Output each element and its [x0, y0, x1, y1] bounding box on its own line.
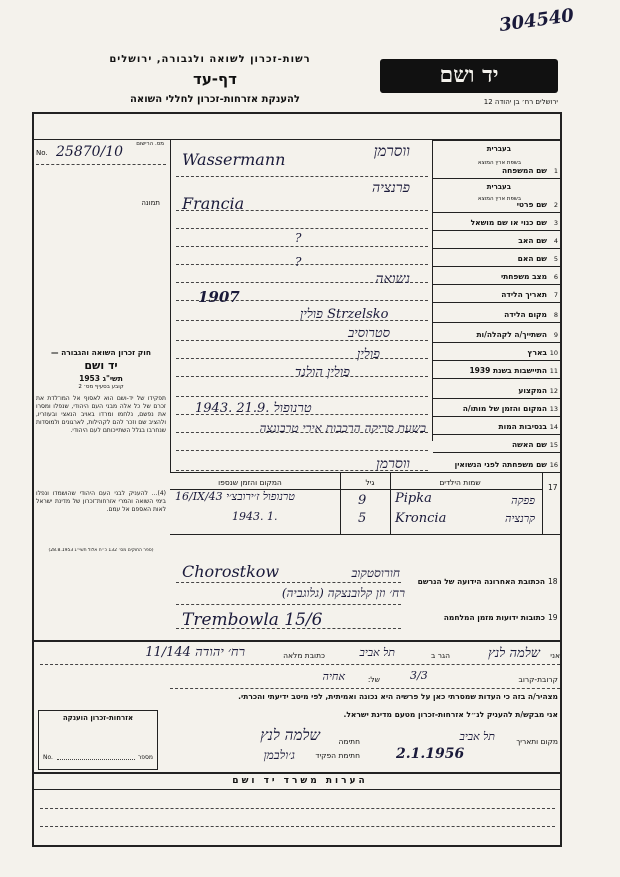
child-2-latin: Kroncia — [395, 511, 447, 526]
field-4-underline — [176, 246, 428, 247]
declarant-label-address: כתובת מלאה — [283, 651, 325, 660]
stamp-box-no: No. — [43, 754, 53, 761]
field-7-value: 1907 — [198, 288, 240, 306]
form-subtitle: להענקת אזרחות-זכרון לחללי השואה — [130, 94, 300, 105]
officer-signature: ג׳ולבמן — [263, 748, 295, 762]
field-3-num: 3 — [553, 219, 558, 227]
form-title: דף-עד — [193, 70, 237, 88]
children-col-place: המקום והזמן שנספו — [218, 478, 282, 487]
declarant-relation-value: 3/3 — [410, 669, 428, 682]
field-14-label: בנסיבות המות — [498, 422, 547, 431]
field-8-value: פולין Strzelsko — [300, 307, 389, 322]
archive-number: 304540 — [497, 4, 576, 37]
field-1-latin: Wassermann — [182, 150, 286, 169]
record-number-prefix: No. — [36, 149, 48, 157]
field-2-num: 2 — [553, 201, 558, 209]
field-row-5 — [433, 248, 561, 266]
field-11-label: התיישבות בשנת 1939 — [469, 366, 547, 375]
field-row-9 — [433, 322, 561, 342]
field-13-value: 1943. 21.9. טרנופול — [195, 401, 312, 416]
declaration-1: מצהיר/ה בזה כי העדות שמסרתי כאן על פרשיה היא נכונה ואמיתית, לפי מיטב ידיעתי והכרתי. — [238, 692, 558, 701]
field-row-4 — [433, 230, 561, 248]
field-1-hebrew: ווסרמן — [373, 142, 410, 160]
child-1-age: 9 — [358, 493, 367, 508]
child-2-hebrew: קרנציה — [505, 512, 535, 525]
declaration-2: אני מבקש/ת להעניק לנ״ל אזרחות-זכרון מטעם מדינת ישראל. — [343, 710, 558, 719]
declarant-relation-of: אחיה — [322, 670, 345, 683]
field-row-14 — [433, 416, 561, 434]
law-footer-note: (4)... להעניק לבני העם היהודי שהושמדו ונפלו בימי השואה והמרי אזרחות־זכרון של מדינת ישראל לאות האספם אל עמם. — [36, 490, 166, 514]
field-12-num: 12 — [549, 387, 558, 395]
signature-date: 2.1.1956 — [396, 746, 465, 762]
field-19-label: כתובות ידועות מזמן המלחמה — [443, 613, 545, 622]
field-row-16 — [433, 452, 561, 472]
field-14-value: בשעת סריקה הרכבות אירי טרבונצה — [259, 421, 426, 435]
child-1-place: 16/IX/43 טרנופול ז׳ירובצ׳י — [175, 490, 295, 503]
child-2-age: 5 — [358, 511, 367, 526]
field-row-11 — [433, 360, 561, 378]
field-row-10 — [433, 342, 561, 360]
law-year: תשי"ג 1953 — [79, 374, 123, 383]
field-11-num: 11 — [549, 367, 558, 375]
field-14-num: 14 — [549, 423, 558, 431]
signature-label-signature: חתימה — [338, 737, 360, 746]
signature-value: שלמה לנץ — [260, 726, 320, 744]
field-1-sub2: בשפת ארץ המוצא — [477, 160, 521, 166]
declarant-name: שלמה לנץ — [488, 646, 540, 661]
field-row-3 — [433, 212, 561, 230]
field-17-num: 17 — [548, 483, 558, 492]
declarant-residence: תל אביב — [359, 646, 395, 659]
child-2-place: 1943. 1. — [232, 510, 278, 523]
record-number-value: 25870/10 — [56, 144, 124, 160]
field-row-1 — [433, 140, 561, 178]
field-16-label: שם משפחתה לפני הנשואין — [454, 460, 547, 469]
record-number-label: מס. הרישום — [136, 141, 164, 147]
signature-label-officer: חתימת הפקיד — [315, 751, 360, 760]
field-16-num: 16 — [549, 461, 558, 469]
footer-label: הערות משרד יד ושם — [232, 776, 368, 786]
field-8-label: מקום הלידה — [504, 310, 547, 319]
field-9-num: 9 — [553, 331, 558, 339]
field-row-6 — [433, 266, 561, 284]
field-10-value: פולין — [357, 347, 380, 362]
children-col-names: שמות הילדים — [439, 478, 481, 487]
child-1-latin: Pipka — [395, 491, 432, 506]
field-7-label: תאריך הלידה — [501, 290, 547, 299]
signature-place: תל אביב — [459, 730, 495, 743]
field-2-label: שם פרטי — [516, 200, 547, 209]
field-row-12 — [433, 378, 561, 398]
stamp-box-title: אזרחות-זכרון הוענקה — [62, 714, 134, 722]
field-5-value: ? — [295, 255, 302, 269]
field-11-value: פולין הולנד — [294, 365, 350, 380]
address-line: ירושלים רח׳ בן יהודה 12 — [483, 98, 558, 106]
law-title: חוק זכרון השואה והגבורה — — [50, 348, 152, 357]
field-4-label: שם האב — [518, 236, 547, 245]
field-row-15 — [433, 434, 561, 452]
field-6-num: 6 — [553, 273, 558, 281]
field-19-num: 19 — [548, 613, 558, 622]
field-18-num: 18 — [548, 577, 558, 586]
field-15-label: שם האשה — [512, 440, 547, 449]
field-row-7 — [433, 284, 561, 302]
field-13-label: המקום והזמן של מותו/ה — [462, 404, 547, 413]
field-4-num: 4 — [553, 237, 558, 245]
field-4-value: ? — [295, 231, 302, 245]
declarant-label-relation: קרובת-קרוב — [518, 675, 558, 684]
declarant-address: רח׳ יהודה 11/144 — [145, 645, 245, 660]
field-16-value: ווסרמן — [376, 456, 410, 472]
field-row-13 — [433, 398, 561, 416]
field-7-num: 7 — [553, 291, 558, 299]
field-5-num: 5 — [553, 255, 558, 263]
field-5-label: שם האם — [517, 254, 547, 263]
record-number-block — [36, 142, 166, 164]
stamp-box — [38, 710, 158, 770]
field-1-num: 1 — [553, 167, 558, 175]
field-12-label: המקצוע — [518, 386, 547, 395]
field-1-sub: בעברית — [486, 145, 511, 153]
law-text — [36, 348, 166, 435]
field-9-value: סטרוסיב — [347, 326, 390, 341]
field-8-num: 8 — [553, 311, 558, 319]
field-19-value: Trembowla 15/6 — [182, 610, 323, 630]
field-3-label: שם כנוי או שם מושאל — [470, 218, 547, 227]
field-18-hebrew: חורוסטקוב — [351, 566, 400, 580]
field-12-underline — [176, 396, 428, 397]
field-10-label: בארץ — [527, 348, 547, 357]
logo — [380, 59, 558, 93]
field-9-label: השתייך/ה לקהלה/ות — [476, 330, 547, 339]
field-row-2 — [433, 178, 561, 212]
field-5-underline — [176, 264, 428, 265]
logo-text: יד ושם — [439, 62, 499, 88]
declarant-label-of: של: — [367, 675, 380, 684]
photo-label: תמונה — [141, 199, 160, 207]
law-body: תפקידו של יד-ושם הוא לאסוף אל המו־לדת את זכרם של כל אלה מבני העם היהודי, שנפלו ומסרו את נפשם, נלחמו ומרדו באויב הנאצי ובעוזריו, ולהציב שם וזכר להם לקהילות, לארגונים ולמוסדות שנחרבו בגלל השתייכותם לעם היהודי. — [36, 395, 166, 435]
field-2-hebrew: פרנציה — [372, 180, 410, 196]
field-10-num: 10 — [549, 349, 558, 357]
field-1-underline — [176, 176, 428, 177]
field-row-8 — [433, 302, 561, 322]
stamp-box-number-label: מספר — [137, 754, 153, 761]
field-18-latin: Chorostkow — [182, 562, 280, 581]
field-13-num: 13 — [549, 405, 558, 413]
field-15-num: 15 — [549, 441, 558, 449]
child-1-hebrew: פפקה — [511, 494, 535, 507]
children-col-age: גיל — [365, 478, 375, 487]
field-18-label: הכתובת האחרונה הידועה של הנרשם — [417, 577, 545, 586]
field-15-underline — [176, 450, 428, 451]
field-2-sub: בעברית — [486, 183, 511, 191]
field-6-label: מצב משפחתי — [500, 272, 547, 281]
field-1-label: שם המשפחה — [501, 166, 547, 175]
field-3-underline — [176, 228, 428, 229]
declarant-label-residing: הגר ב — [431, 651, 450, 660]
declarant-label-me: אני — [550, 651, 560, 660]
signature-label-place-date: מקום ותאריך — [516, 737, 558, 746]
authority-line: רשות-זכרון לשואה ולגבורה, ירושלים — [109, 54, 311, 65]
field-18-value2: רח׳ וזן קלובנצקה (גלוגביה) — [281, 586, 405, 600]
field-6-value: נשואה — [375, 271, 410, 287]
law-clause: קובע בסעיף מס׳ 2 — [78, 384, 124, 390]
field-2-sub2: בשפת ארץ המוצא — [477, 196, 521, 202]
law-name: יד ושם — [84, 359, 118, 372]
law-source: (ספר החוקים מס׳ 132 כ״ח אלול תשי״ג 28.8.1953) — [48, 548, 154, 553]
field-2-latin: Francia — [182, 194, 245, 213]
